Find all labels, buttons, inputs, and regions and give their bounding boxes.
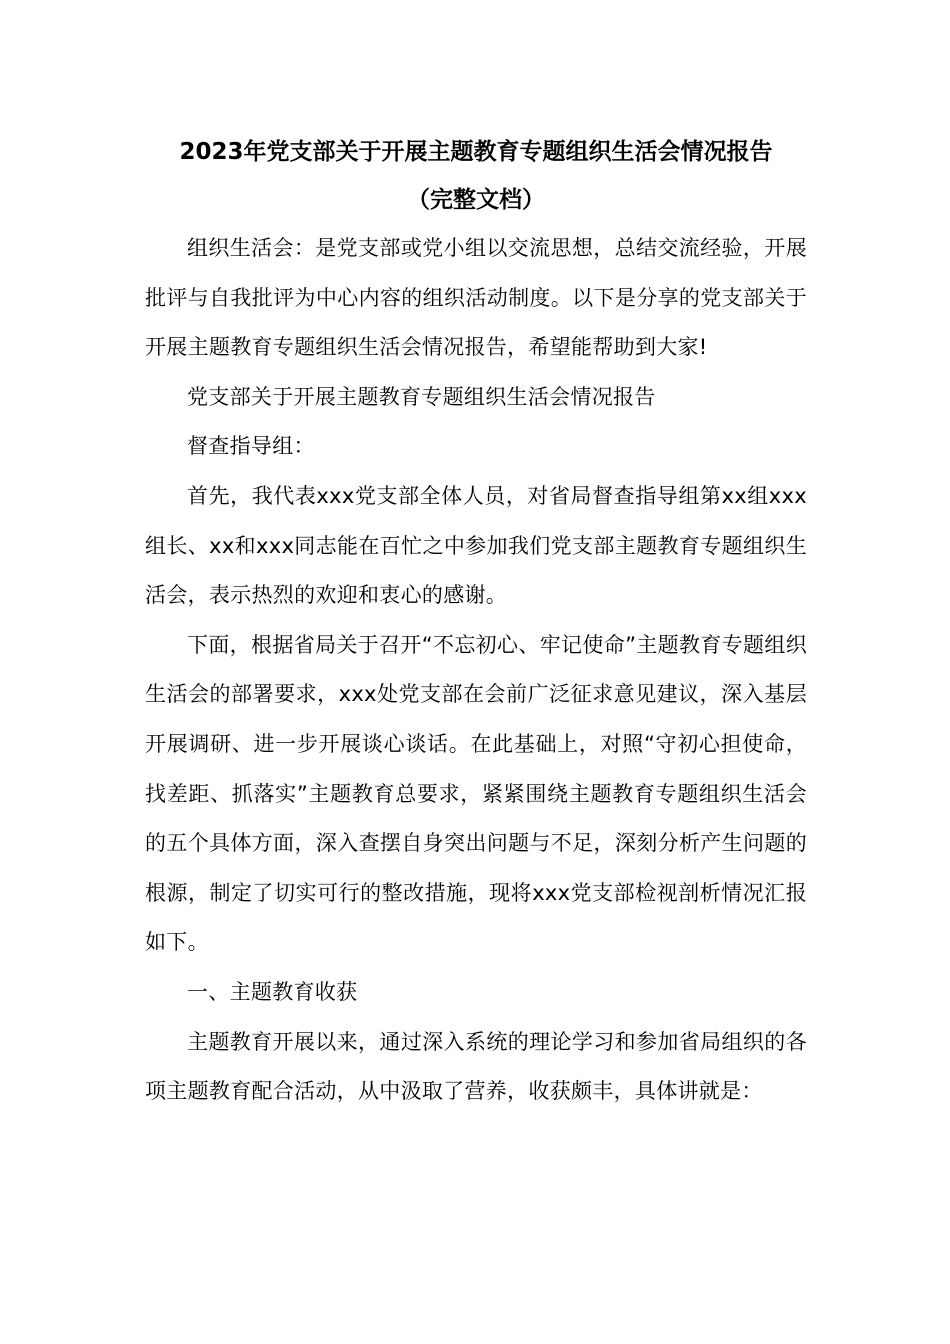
- paragraph-background: 下面，根据省局关于召开“不忘初心、牢记使命”主题教育专题组织生活会的部署要求，xxx处党支部在会前广泛征求意见建议，深入基层开展调研、进一步开展谈心谈话。在此基础上，对照“守初心担使命，找差距、抓落实”主题教育总要求，紧紧围绕主题教育专题组织生活会的五个具体方面，深入查摆自身突出问题与不足，深刻分析产生问题的根源，制定了切实可行的整改措施，现将xxx党支部检视剖析情况汇报如下。: [145, 632, 807, 955]
- paragraph-intro: 组织生活会：是党支部或党小组以交流思想，总结交流经验，开展批评与自我批评为中心内容的组织活动制度。以下是分享的党支部关于开展主题教育专题组织生活会情况报告，希望能帮助到大家!: [145, 236, 807, 360]
- document-body: [145, 128, 807, 1117]
- paragraph-welcome: 首先，我代表xxx党支部全体人员，对省局督查指导组第xx组xxx组长、xx和xxx同志能在百忙之中参加我们党支部主题教育专题组织生活会，表示热烈的欢迎和衷心的感谢。: [145, 483, 807, 608]
- document-title-line-1: 2023年党支部关于开展主题教育专题组织生活会情况报告: [179, 139, 773, 165]
- paragraph-section-1: 主题教育开展以来，通过深入系统的理论学习和参加省局组织的各项主题教育配合活动，从中汲取了营养，收获颇丰，具体讲就是：: [145, 1029, 807, 1104]
- section-heading-1: 一、主题教育收获: [187, 979, 358, 1004]
- document-title-line-2: （完整文档）: [407, 187, 545, 213]
- paragraph-report-title: 党支部关于开展主题教育专题组织生活会情况报告: [187, 384, 656, 409]
- paragraph-salutation: 督查指导组：: [187, 434, 315, 459]
